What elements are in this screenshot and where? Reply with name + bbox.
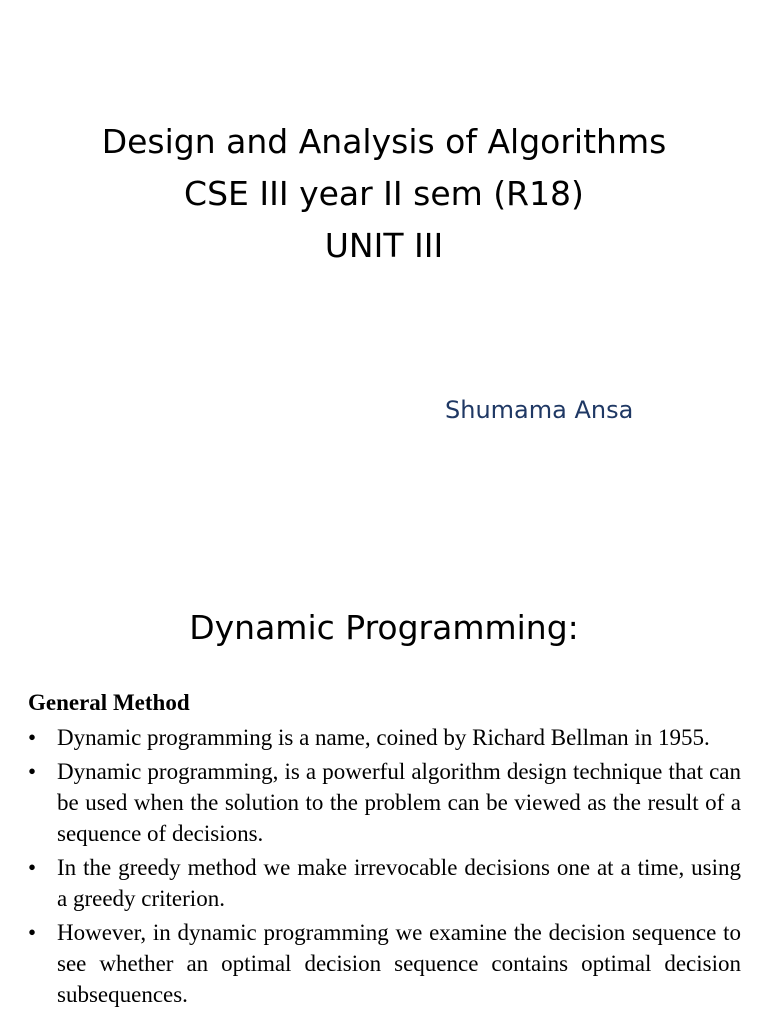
author-name: Shumama Ansa	[445, 396, 634, 424]
course-info: CSE III year II sem (R18)	[184, 174, 584, 213]
bullet-text: Dynamic programming is a name, coined by Richard Bellman in 1955.	[57, 725, 710, 750]
section-subheading: General Method	[28, 690, 190, 715]
course-title: Design and Analysis of Algorithms	[101, 122, 667, 161]
bullet-icon: •	[28, 855, 37, 880]
bullet-icon: •	[28, 920, 37, 945]
bullet-text: However, in dynamic programming we examine the decision sequence to see whether an optimal decision sequence contains optimal decision subsequences.	[57, 920, 741, 1007]
bullet-text: Dynamic programming, is a powerful algorithm design technique that can be used when the solution to the problem can be viewed as the result of a sequence of decisions.	[57, 759, 741, 846]
bullet-icon: •	[28, 759, 37, 784]
bullet-item	[28, 722, 741, 753]
content-slide	[0, 512, 768, 1024]
slide-title	[0, 116, 768, 272]
bullet-text: In the greedy method we make irrevocable decisions one at a time, using a greedy criterion.	[57, 855, 741, 911]
slide-body	[28, 687, 741, 1013]
slide-heading: Dynamic Programming:	[189, 608, 579, 647]
bullet-item	[28, 756, 741, 849]
bullet-icon: •	[28, 725, 37, 750]
bullet-item	[28, 917, 741, 1010]
bullet-list	[28, 722, 741, 1010]
bullet-item	[28, 852, 741, 914]
unit-label: UNIT III	[324, 226, 444, 265]
